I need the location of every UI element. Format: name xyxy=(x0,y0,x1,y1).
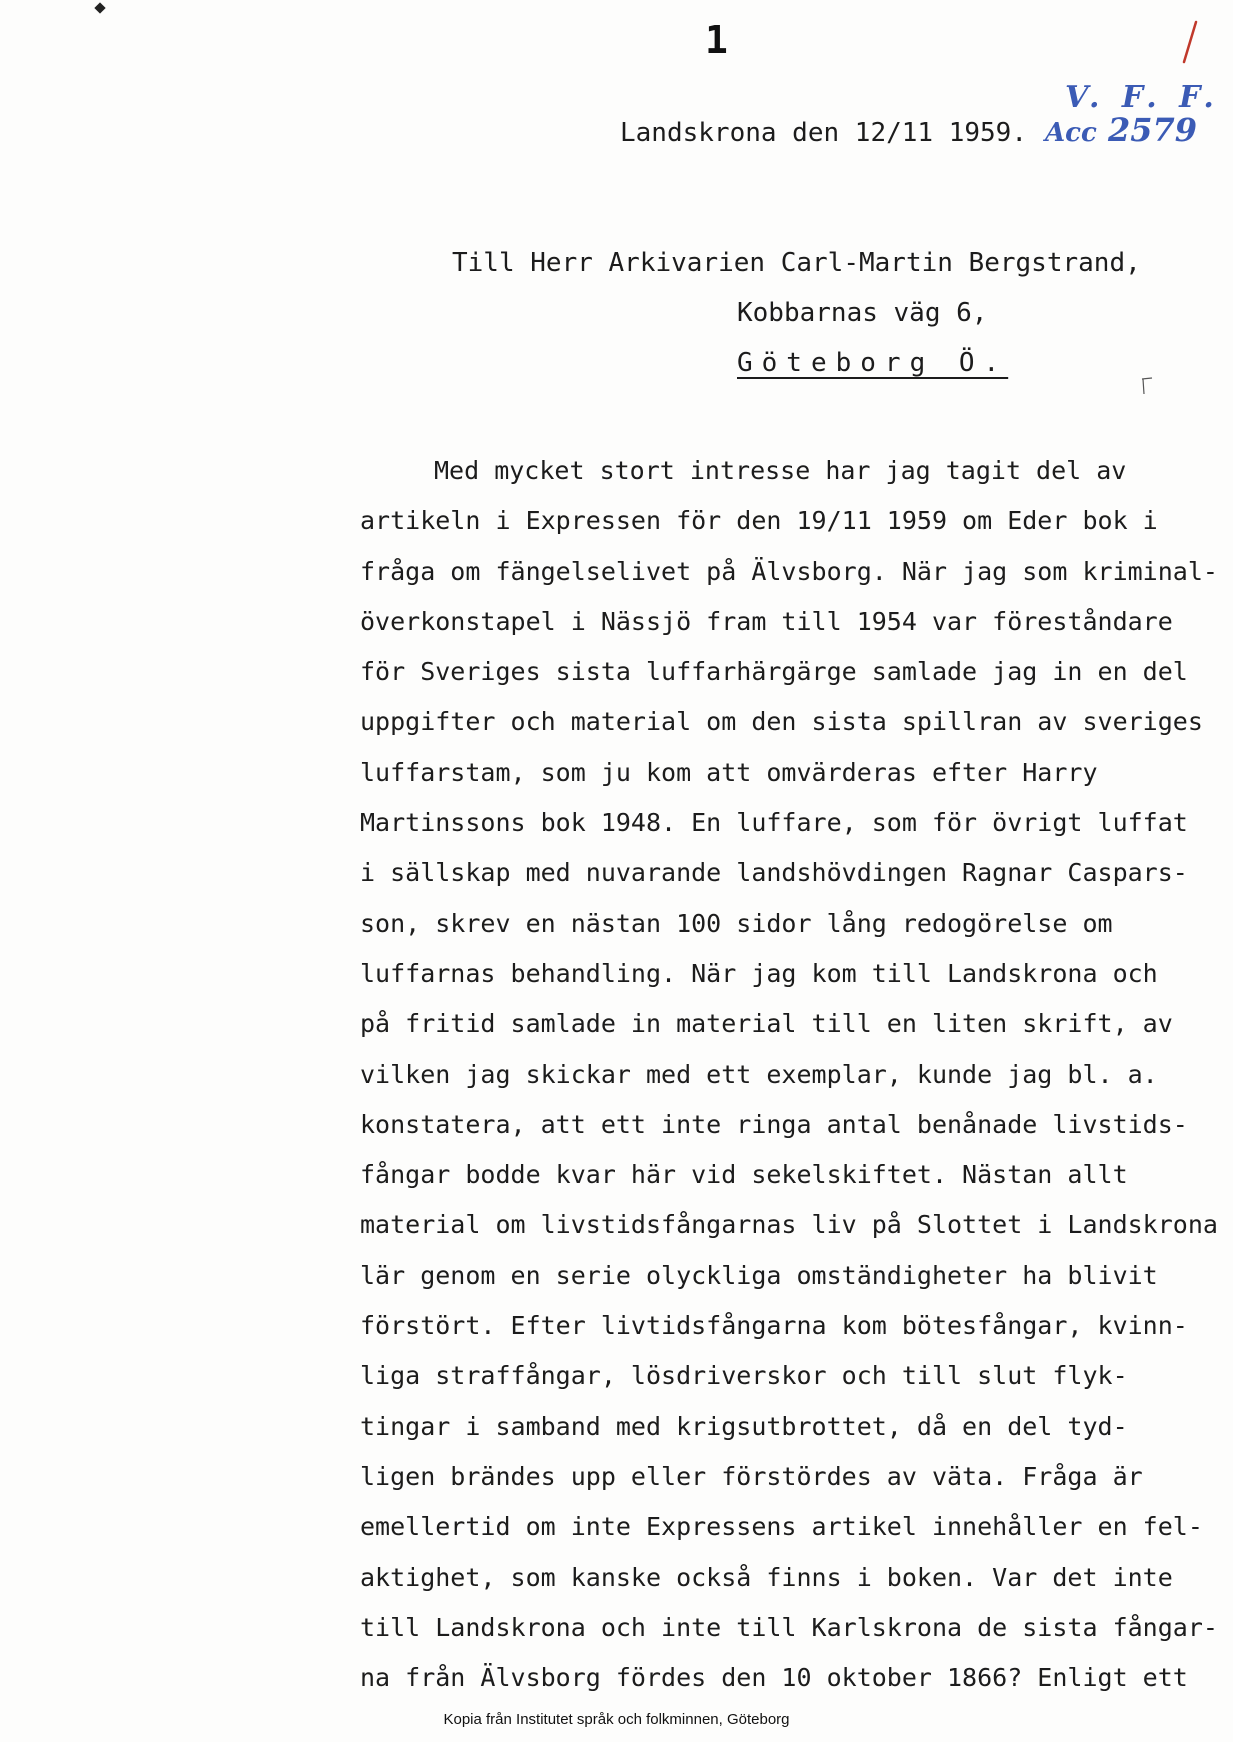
letter-date: Landskrona den 12/11 1959. xyxy=(620,118,1027,148)
page-number: 1 xyxy=(705,18,728,62)
body-line: fråga om fängelselivet på Älvsborg. När jag som kriminal- xyxy=(360,556,1218,586)
archive-footer: Kopia från Institutet språk och folkminnen, Göteborg xyxy=(443,1711,790,1728)
body-line: tingar i samband med krigsutbrottet, då en del tyd- xyxy=(360,1411,1128,1441)
body-line: aktighet, som kanske också finns i boken. Var det inte xyxy=(360,1562,1173,1592)
body-line: vilken jag skickar med ett exemplar, kunde jag bl. a. xyxy=(360,1059,1158,1089)
corner-punch-mark xyxy=(94,2,105,13)
body-line: material om livstidsfångarnas liv på Slottet i Landskrona xyxy=(360,1210,1218,1240)
body-line: liga straffångar, lösdriverskor och till slut flyk- xyxy=(360,1361,1128,1391)
body-line: luffarstam, som ju kom att omvärderas efter Harry xyxy=(360,757,1098,787)
body-line: artikeln i Expressen för den 19/11 1959 om Eder bok i xyxy=(360,506,1158,536)
letter-body xyxy=(360,446,1230,1703)
body-line: Martinssons bok 1948. En luffare, som för övrigt luffat xyxy=(360,808,1188,838)
stamp-accession xyxy=(1045,111,1225,149)
body-line: Med mycket stort intresse har jag tagit del av xyxy=(434,456,1127,485)
body-line: i sällskap med nuvarande landshövdingen Ragnar Caspars- xyxy=(360,858,1188,888)
body-line: för Sveriges sista luffarhärgärge samlade jag in en del xyxy=(360,657,1188,687)
body-line: lär genom en serie olyckliga omständigheter ha blivit xyxy=(360,1260,1158,1290)
red-pencil-mark xyxy=(1170,18,1210,68)
archive-stamp xyxy=(1045,80,1225,149)
pencil-tick-mark xyxy=(1140,376,1154,396)
stamp-archive-code: V. F. F. xyxy=(1065,80,1220,115)
body-line: emellertid om inte Expressens artikel innehåller en fel- xyxy=(360,1512,1203,1542)
stamp-accession-number: 2579 xyxy=(1107,111,1198,149)
body-line: son, skrev en nästan 100 sidor lång redogörelse om xyxy=(360,908,1113,938)
body-line: luffarnas behandling. När jag kom till Landskrona och xyxy=(360,958,1158,988)
body-line: na från Älvsborg fördes den 10 oktober 1866? Enligt ett xyxy=(360,1663,1188,1693)
stamp-accession-prefix: Acc xyxy=(1045,118,1097,148)
body-line: fångar bodde kvar här vid sekelskiftet. Nästan allt xyxy=(360,1160,1128,1190)
body-line: förstört. Efter livtidsfångarna kom bötesfångar, kvinn- xyxy=(360,1311,1188,1341)
recipient-name: Till Herr Arkivarien Carl-Martin Bergstrand, xyxy=(452,248,1141,278)
body-line: uppgifter och material om den sista spillran av sveriges xyxy=(360,707,1203,737)
body-line: till Landskrona och inte till Karlskrona de sista fångar- xyxy=(360,1612,1218,1642)
body-line: överkonstapel i Nässjö fram till 1954 var föreståndare xyxy=(360,606,1173,636)
recipient-city: Göteborg Ö. xyxy=(737,348,1009,378)
body-line: konstatera, att ett inte ringa antal benånade livstids- xyxy=(360,1109,1188,1139)
body-line: ligen brändes upp eller förstördes av väta. Fråga är xyxy=(360,1461,1143,1491)
body-line: på fritid samlade in material till en liten skrift, av xyxy=(360,1009,1173,1039)
recipient-street: Kobbarnas väg 6, xyxy=(737,298,988,328)
